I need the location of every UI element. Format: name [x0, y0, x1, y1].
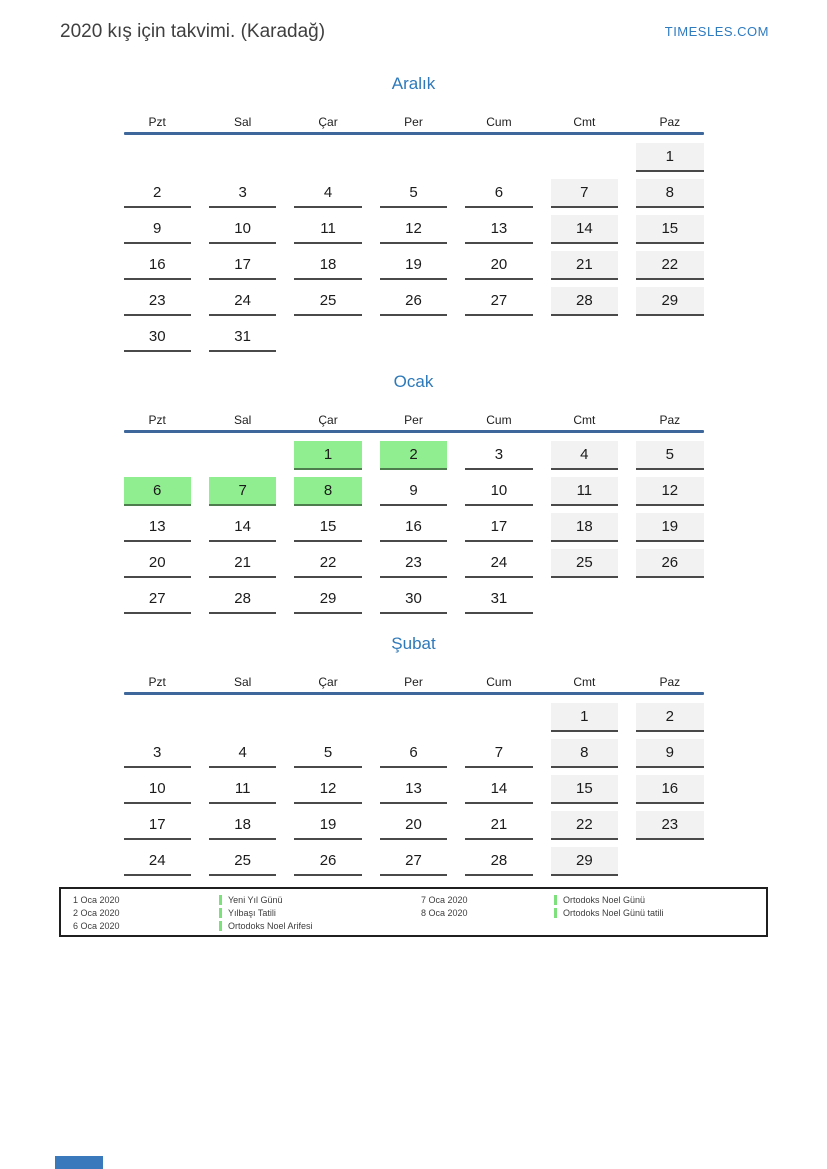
day-cell: 10 — [124, 775, 191, 804]
legend-label: Yılbaşı Tatili — [228, 908, 276, 918]
day-cell: 15 — [294, 513, 361, 542]
day-cell: 5 — [636, 441, 703, 470]
weekday-label: Sal — [233, 115, 252, 129]
month-january — [124, 372, 704, 614]
day-cell: 8 — [636, 179, 703, 208]
month-grid — [124, 433, 704, 614]
legend-date: 8 Oca 2020 — [421, 908, 468, 918]
holiday-marker-bar — [554, 908, 557, 918]
legend-date: 6 Oca 2020 — [73, 921, 120, 931]
week-row — [124, 847, 704, 876]
month-title: Aralık — [391, 74, 436, 93]
week-row — [124, 477, 704, 506]
weekday-label: Pzt — [148, 675, 166, 689]
day-cell: 15 — [551, 775, 618, 804]
day-cell: 12 — [294, 775, 361, 804]
weekday-label: Cum — [486, 413, 512, 427]
day-cell: 16 — [124, 251, 191, 280]
empty-cell — [209, 703, 276, 730]
day-cell: 23 — [380, 549, 447, 578]
day-cell: 30 — [124, 323, 191, 352]
empty-cell — [551, 585, 618, 612]
legend-entry — [73, 907, 421, 919]
day-cell: 24 — [465, 549, 532, 578]
day-cell: 29 — [294, 585, 361, 614]
empty-cell — [551, 323, 618, 350]
empty-cell — [465, 323, 532, 350]
empty-cell — [294, 143, 361, 170]
day-cell: 25 — [294, 287, 361, 316]
holiday-marker-bar — [219, 908, 222, 918]
empty-cell — [636, 585, 703, 612]
calendar — [124, 74, 704, 876]
legend-entry — [73, 920, 421, 932]
day-cell: 8 — [294, 477, 361, 506]
day-cell: 13 — [124, 513, 191, 542]
day-cell: 22 — [636, 251, 703, 280]
legend-entry — [73, 894, 421, 906]
weekday-label: Cmt — [573, 675, 596, 689]
legend-label: Ortodoks Noel Günü tatili — [563, 908, 664, 918]
day-cell: 20 — [465, 251, 532, 280]
day-cell: 2 — [636, 703, 703, 732]
empty-cell — [380, 143, 447, 170]
weekday-label: Pzt — [148, 115, 166, 129]
day-cell: 18 — [294, 251, 361, 280]
holiday-marker-bar — [219, 895, 222, 905]
day-cell: 25 — [551, 549, 618, 578]
week-row — [124, 251, 704, 280]
day-cell: 14 — [551, 215, 618, 244]
weekday-label: Per — [404, 675, 423, 689]
day-cell: 1 — [551, 703, 618, 732]
weekday-label: Cmt — [573, 413, 596, 427]
empty-cell — [380, 703, 447, 730]
empty-cell — [294, 323, 361, 350]
day-cell: 17 — [465, 513, 532, 542]
legend-column-left — [73, 894, 421, 935]
day-cell: 26 — [380, 287, 447, 316]
day-cell: 17 — [124, 811, 191, 840]
day-cell: 9 — [636, 739, 703, 768]
day-cell: 1 — [294, 441, 361, 470]
month-title: Ocak — [393, 372, 434, 391]
day-cell: 11 — [294, 215, 361, 244]
day-cell: 15 — [636, 215, 703, 244]
empty-cell — [124, 143, 191, 170]
day-cell: 2 — [380, 441, 447, 470]
day-cell: 11 — [551, 477, 618, 506]
day-cell: 21 — [465, 811, 532, 840]
day-cell: 11 — [209, 775, 276, 804]
day-cell: 2 — [124, 179, 191, 208]
day-cell: 20 — [380, 811, 447, 840]
day-cell: 28 — [551, 287, 618, 316]
day-cell: 26 — [636, 549, 703, 578]
day-cell: 1 — [636, 143, 703, 172]
day-cell: 3 — [124, 739, 191, 768]
page-title: 2020 kış için takvimi. (Karadağ) — [60, 21, 326, 42]
day-cell: 7 — [551, 179, 618, 208]
day-cell: 25 — [209, 847, 276, 876]
week-row — [124, 441, 704, 470]
weekday-header-row — [124, 112, 704, 132]
day-cell: 24 — [124, 847, 191, 876]
week-row — [124, 513, 704, 542]
site-logo-link[interactable]: TIMESLES.COM — [664, 24, 769, 39]
legend-entry — [421, 894, 766, 906]
weekday-label: Cum — [486, 115, 512, 129]
day-cell: 3 — [209, 179, 276, 208]
month-grid — [124, 135, 704, 352]
week-row — [124, 179, 704, 208]
empty-cell — [636, 323, 703, 350]
day-cell: 6 — [380, 739, 447, 768]
day-cell: 10 — [465, 477, 532, 506]
weekday-label: Çar — [318, 413, 338, 427]
month-december — [124, 74, 704, 352]
empty-cell — [209, 441, 276, 468]
day-cell: 19 — [294, 811, 361, 840]
legend-label: Ortodoks Noel Arifesi — [228, 921, 313, 931]
day-cell: 9 — [380, 477, 447, 506]
day-cell: 12 — [636, 477, 703, 506]
week-row — [124, 143, 704, 172]
day-cell: 28 — [465, 847, 532, 876]
day-cell: 24 — [209, 287, 276, 316]
week-row — [124, 703, 704, 732]
empty-cell — [124, 441, 191, 468]
day-cell: 7 — [209, 477, 276, 506]
day-cell: 18 — [209, 811, 276, 840]
day-cell: 6 — [124, 477, 191, 506]
day-cell: 21 — [551, 251, 618, 280]
day-cell: 22 — [551, 811, 618, 840]
weekday-label: Paz — [659, 115, 681, 129]
empty-cell — [465, 143, 532, 170]
day-cell: 23 — [124, 287, 191, 316]
weekday-label: Cmt — [573, 115, 596, 129]
day-cell: 13 — [380, 775, 447, 804]
month-february — [124, 634, 704, 876]
week-row — [124, 215, 704, 244]
day-cell: 26 — [294, 847, 361, 876]
day-cell: 14 — [209, 513, 276, 542]
weekday-label: Çar — [318, 675, 338, 689]
day-cell: 29 — [636, 287, 703, 316]
empty-cell — [294, 703, 361, 730]
day-cell: 3 — [465, 441, 532, 470]
day-cell: 27 — [465, 287, 532, 316]
day-cell: 20 — [124, 549, 191, 578]
day-cell: 22 — [294, 549, 361, 578]
legend-label: Yeni Yıl Günü — [228, 895, 283, 905]
holiday-marker-bar — [219, 921, 222, 931]
day-cell: 19 — [636, 513, 703, 542]
weekday-label: Çar — [318, 115, 338, 129]
day-cell: 27 — [124, 585, 191, 614]
week-row — [124, 811, 704, 840]
legend-column-right — [421, 894, 766, 935]
legend-entry — [421, 907, 766, 919]
weekday-label: Per — [404, 115, 423, 129]
weekday-label: Cum — [486, 675, 512, 689]
day-cell: 5 — [294, 739, 361, 768]
empty-cell — [465, 703, 532, 730]
day-cell: 4 — [209, 739, 276, 768]
holiday-marker-bar — [554, 895, 557, 905]
day-cell: 9 — [124, 215, 191, 244]
weekday-label: Paz — [659, 675, 681, 689]
legend-date: 2 Oca 2020 — [73, 908, 120, 918]
legend-box — [59, 887, 768, 937]
footer-accent-bar — [55, 1156, 103, 1169]
week-row — [124, 287, 704, 316]
empty-cell — [124, 703, 191, 730]
week-row — [124, 549, 704, 578]
day-cell: 12 — [380, 215, 447, 244]
day-cell: 17 — [209, 251, 276, 280]
month-title: Şubat — [391, 634, 436, 653]
day-cell: 5 — [380, 179, 447, 208]
day-cell: 7 — [465, 739, 532, 768]
month-grid — [124, 695, 704, 876]
day-cell: 30 — [380, 585, 447, 614]
weekday-header-row — [124, 672, 704, 692]
day-cell: 19 — [380, 251, 447, 280]
day-cell: 4 — [551, 441, 618, 470]
weekday-label: Paz — [659, 413, 681, 427]
day-cell: 6 — [465, 179, 532, 208]
legend-date: 7 Oca 2020 — [421, 895, 468, 905]
day-cell: 23 — [636, 811, 703, 840]
week-row — [124, 775, 704, 804]
day-cell: 31 — [209, 323, 276, 352]
empty-cell — [551, 143, 618, 170]
legend-label: Ortodoks Noel Günü — [563, 895, 646, 905]
weekday-header-row — [124, 410, 704, 430]
empty-cell — [380, 323, 447, 350]
day-cell: 31 — [465, 585, 532, 614]
week-row — [124, 739, 704, 768]
empty-cell — [636, 847, 703, 874]
weekday-label: Per — [404, 413, 423, 427]
weekday-label: Sal — [233, 675, 252, 689]
day-cell: 8 — [551, 739, 618, 768]
week-row — [124, 585, 704, 614]
day-cell: 21 — [209, 549, 276, 578]
week-row — [124, 323, 704, 352]
empty-cell — [209, 143, 276, 170]
legend-date: 1 Oca 2020 — [73, 895, 120, 905]
weekday-label: Pzt — [148, 413, 166, 427]
day-cell: 14 — [465, 775, 532, 804]
weekday-label: Sal — [233, 413, 252, 427]
day-cell: 13 — [465, 215, 532, 244]
day-cell: 27 — [380, 847, 447, 876]
day-cell: 10 — [209, 215, 276, 244]
day-cell: 18 — [551, 513, 618, 542]
day-cell: 4 — [294, 179, 361, 208]
page-header — [0, 0, 827, 44]
day-cell: 16 — [636, 775, 703, 804]
day-cell: 29 — [551, 847, 618, 876]
day-cell: 28 — [209, 585, 276, 614]
day-cell: 16 — [380, 513, 447, 542]
